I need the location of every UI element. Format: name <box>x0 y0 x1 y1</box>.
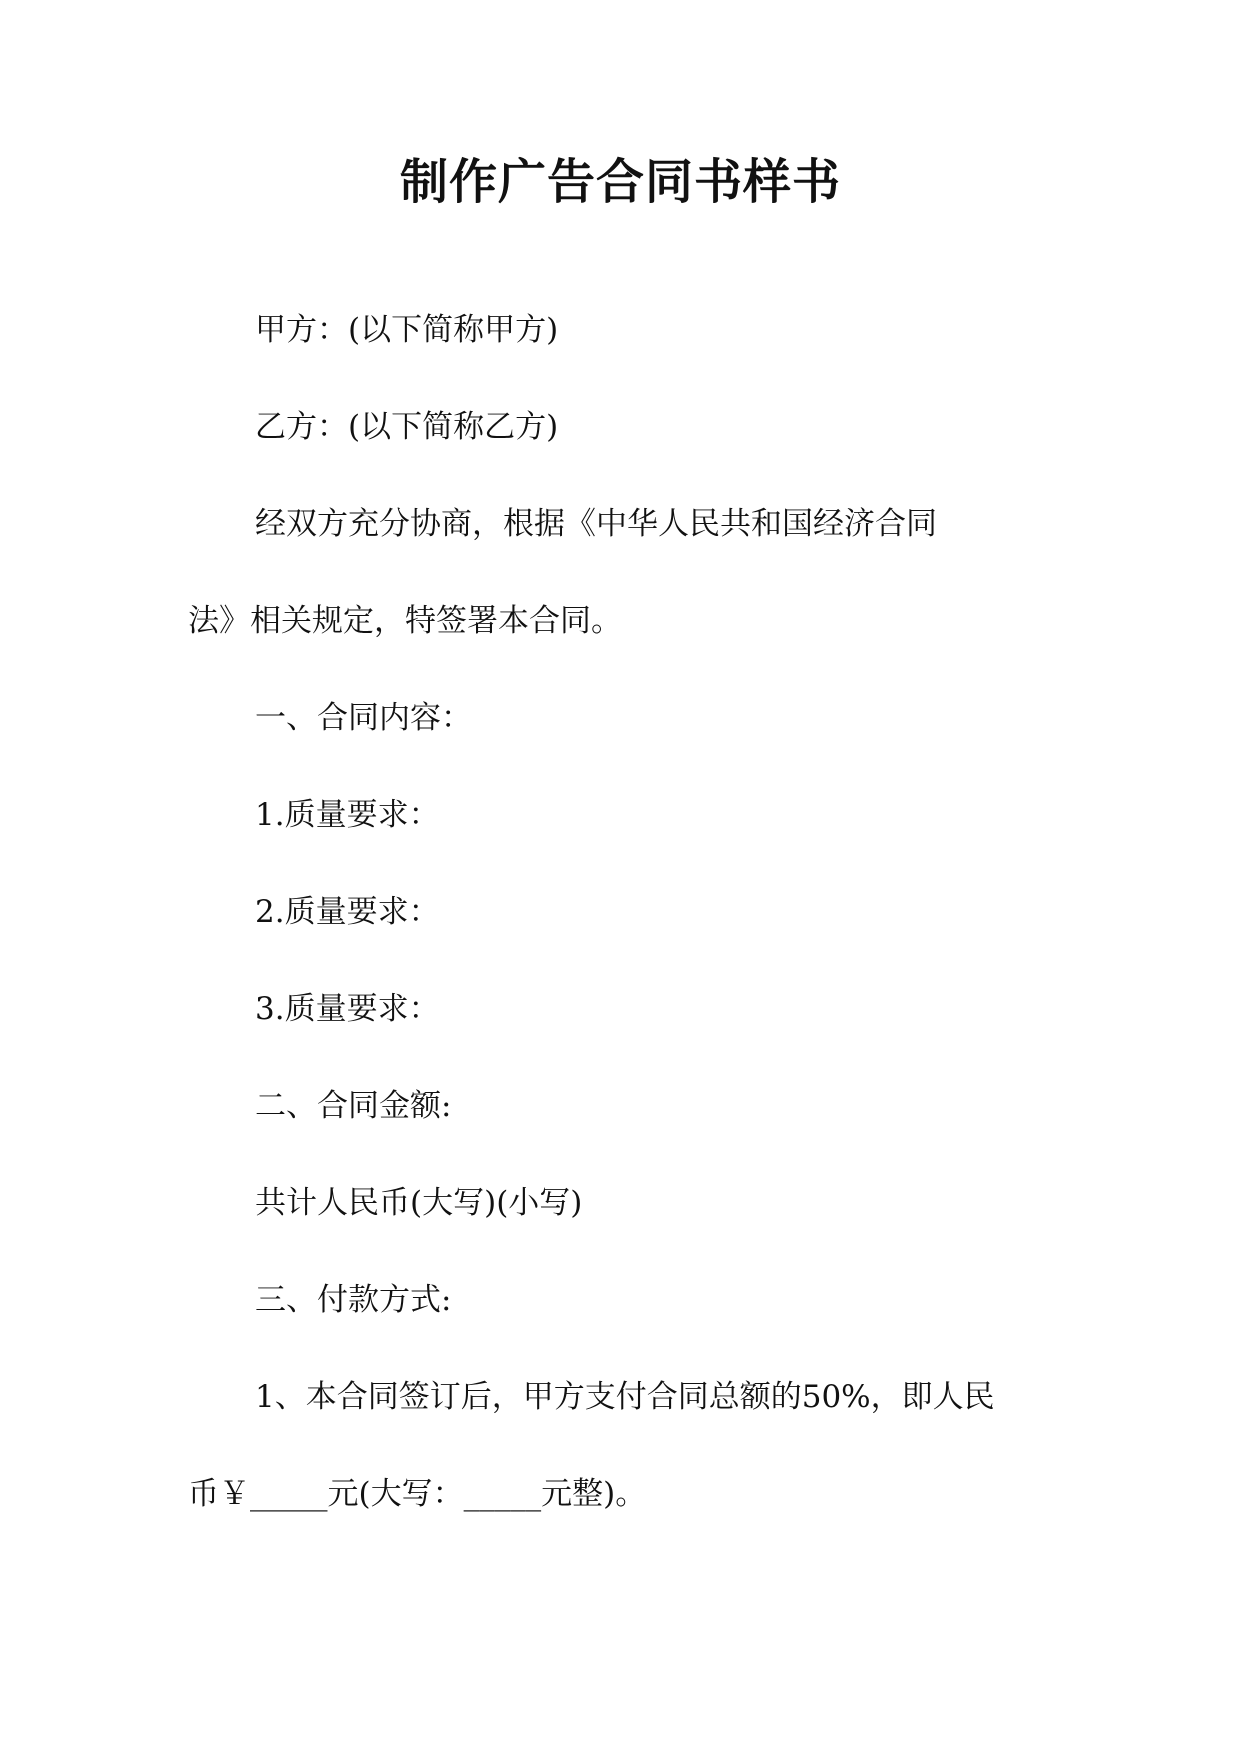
payment-clause-line-1: 1、本合同签订后，甲方支付合同总额的50%，即人民 <box>255 1379 995 1415</box>
section-heading-contract-content: 一、合同内容： <box>255 700 472 736</box>
quality-requirement-1: 1.质量要求： <box>255 797 440 833</box>
quality-requirement-3: 3.质量要求： <box>255 991 440 1027</box>
section-heading-payment-method: 三、付款方式: <box>255 1282 452 1318</box>
amount-line: 共计人民币(大写)(小写) <box>255 1185 583 1221</box>
party-a-line: 甲方：(以下简称甲方) <box>255 312 559 348</box>
payment-clause-line-2: 币￥_____元(大写：_____元整)。 <box>188 1476 647 1512</box>
quality-requirement-2: 2.质量要求： <box>255 894 440 930</box>
preamble-line-1: 经双方充分协商，根据《中华人民共和国经济合同 <box>255 506 937 542</box>
preamble-line-2: 法》相关规定，特签署本合同。 <box>188 603 622 639</box>
document-title: 制作广告合同书样书 <box>399 154 841 210</box>
party-b-line: 乙方：(以下简称乙方) <box>255 409 559 445</box>
section-heading-contract-amount: 二、合同金额: <box>255 1088 452 1124</box>
